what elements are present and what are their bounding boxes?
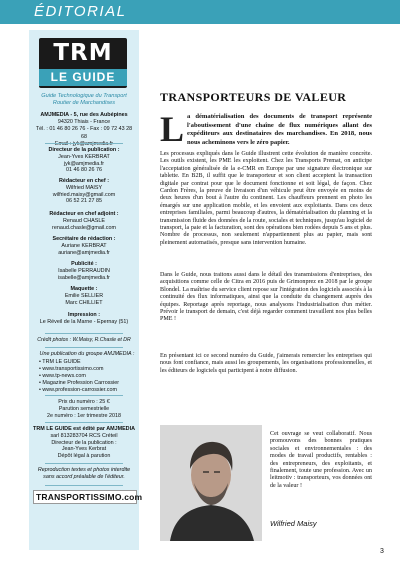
staff-line: Wilfried MAISY	[65, 184, 103, 191]
staff-block	[33, 312, 135, 326]
staff-heading: Rédacteur en chef :	[58, 178, 110, 184]
photo-credit: Crédit photos : W.Maisy, R.Chasle et DR	[37, 337, 131, 343]
divider	[45, 347, 123, 348]
legal-block	[33, 426, 135, 460]
article-paragraph: Cet ouvrage se veut collaboratif. Nous promouvons des bonnes pratiques sociales et environnementales : des modes de travail productifs, rentables : des entrepreneurs, des exploitants, et finalement, toute une profession. Avec un leitmotiv : transporteurs, vos données ont de la valeur !	[270, 431, 372, 489]
staff-line: 01 46 80 26 76	[66, 167, 102, 174]
staff-heading: Impression :	[67, 312, 101, 318]
staff-line: renaud.chasle@gmail.com	[52, 224, 116, 231]
divider	[45, 143, 123, 144]
price-line: Parution semestrielle	[58, 405, 110, 412]
price-line: 2e numéro : 1er trimestre 2018	[46, 412, 121, 419]
staff-line: wilfried.maisy@gmail.com	[52, 191, 116, 198]
staff-line: Le Réveil de la Marne - Epernay (51)	[39, 318, 129, 325]
address-line: Email : jyk@amjmedia.fr	[54, 140, 114, 147]
page-number: 3	[380, 548, 384, 555]
staff-heading: Publicité :	[71, 261, 97, 267]
divider	[45, 463, 123, 464]
legal-line: sarl 813283704 RCS Créteil	[50, 432, 118, 439]
staff-line: Auriane KERBRAT	[61, 242, 107, 249]
staff-line: auriane@amjmedia.fr	[58, 249, 110, 256]
transportissimo-logo[interactable]	[33, 490, 143, 504]
legal-line: Directeur de la publication :	[51, 439, 117, 446]
article-paragraph: En présentant ici ce second numéro du Guide, j'aimerais remercier les entreprises qui nous font confiance, mais aussi les groupements, les organisations professionnelles, et les éditeurs de logiciels qui participent à notre diffusion.	[160, 353, 372, 374]
staff-heading: Secrétaire de rédaction :	[52, 236, 116, 242]
staff-block	[33, 147, 135, 174]
divider	[45, 395, 123, 396]
reproduction-notice: Reproduction textes et photos interdite sans accord préalable de l'éditeur.	[37, 467, 131, 480]
masthead-sidebar	[29, 30, 143, 550]
group-publications	[39, 351, 135, 394]
tagline: Guide Technologique du Transport Routier de Marchandises	[41, 93, 127, 106]
staff-line: Isabelle PERRAUDIN	[58, 267, 110, 274]
address-line: AMJMEDIA - 5, rue des Aubépines	[40, 112, 128, 118]
staff-block	[33, 261, 135, 281]
group-intro: Une publication du groupe AMJMEDIA :	[39, 351, 135, 357]
staff-heading: Maquette :	[70, 286, 98, 292]
staff-line: Renaud CHASLE	[63, 217, 105, 224]
staff-block	[33, 236, 135, 256]
staff-line: Jean-Yves KERBRAT	[58, 153, 110, 160]
staff-line: Marc CHILLIET	[65, 299, 103, 306]
price-block	[33, 399, 135, 419]
divider	[45, 333, 123, 334]
section-title: ÉDITORIAL	[34, 3, 127, 20]
transportissimo-text: TRANSPORTISSIMO.com	[36, 492, 143, 502]
staff-line: jyk@amjmedia.fr	[63, 160, 105, 167]
staff-block	[33, 178, 135, 205]
group-item: • www.profession-carrossier.com	[39, 387, 117, 393]
legal-line: Dépôt légal à parution	[57, 453, 111, 460]
price-line: Prix du numéro : 25 €	[58, 399, 110, 405]
staff-heading: Directeur de la publication :	[48, 147, 120, 153]
article-headline: TRANSPORTEURS DE VALEUR	[160, 90, 347, 104]
staff-line: Emilie SELLIER	[64, 292, 104, 299]
logo-top: TRM	[53, 40, 113, 66]
article-lead	[160, 109, 372, 149]
logo-bottom: LE GUIDE	[39, 69, 127, 86]
trm-logo	[39, 38, 127, 88]
article-paragraph: Les processus expliqués dans le Guide illustrent cette évolution de manière concrète. Les outils existent, les PME les exploitent. Chez les Transports Premat, on anticipe l'acceptation généralisée de la e-CMR en Europe par une signature électronique sur tablette. En B2B, il suffit que le transporteur et son client acceptent la transaction digitale par contrat pour que le document fonctionne et soit légal, de façon. Chez Cardon Frères, la preuve de livraison d'un véhicule peut être envoyée en moins de deux heures d'un bout à l'autre du continent. Les chauffeurs prennent en photo les émargés sur une application mobile, et les envoient aux exploitants. Dans ces deux entreprises familiales, parmi beaucoup d'autres, la dématérialisation du planning et la transmission fluide des données de la route, sociales et techniques, jusqu'au logiciel de transport, la paie et la facturation, sont des opérations bien rodées depuis 5 ans et plus. Nombre de processus, non seulement n'appartiennent plus au papier, mais sont pleinement automatisés, presque sans intervention humaine.	[160, 151, 372, 246]
staff-block	[33, 211, 135, 231]
address-line: Tél. : 01 46 80 26 76 - Fax : 09 72 43 28 68	[35, 126, 133, 140]
author-photo	[160, 425, 262, 541]
staff-block	[33, 286, 135, 306]
address-line: 94320 Thiais - France	[57, 119, 111, 126]
lead-text: a dématérialisation des documents de transport représente l'aboutissement d'une chaîne de flux numériques allant des expéditeurs aux destinataires des marchandises. En 2018, nous nous acheminons vers le zéro papier.	[187, 113, 372, 146]
legal-line: Jean-Yves Kerbrat	[61, 446, 107, 453]
group-item: • www.tp-news.com	[39, 373, 86, 379]
staff-line: isabelle@amjmedia.fr	[58, 274, 110, 281]
author-portrait-icon	[160, 425, 262, 541]
legal-line: TRM LE GUIDE est édité par AMJMEDIA	[33, 426, 135, 432]
group-item: • www.transportissimo.com	[39, 366, 104, 372]
staff-line: 06 52 21 27 85	[66, 198, 102, 205]
author-signature: Wilfried Maisy	[270, 519, 317, 528]
divider	[45, 422, 123, 423]
dropcap: L	[160, 109, 185, 149]
group-item: • Magazine Profession Carrossier	[39, 380, 120, 386]
section-banner	[0, 0, 400, 24]
group-item: • TRM LE GUIDE	[39, 359, 81, 365]
divider	[45, 485, 123, 486]
staff-heading: Rédacteur en chef adjoint :	[49, 211, 119, 217]
article-paragraph: Dans le Guide, nous traitons aussi dans le détail des transmissions d'entreprises, des acquisitions comme celle de Citra en 2016 puis de Grimonprez en 2018 par le groupe Blondel. La maîtrise du service client repose sur l'intégration des logiciels associés à la continuité des flux informatiques, ainsi que la conduite du changement auprès des équipes. Reportage après reportage, nous analysons l'industrialisation d'un métier. Prévoir le transport de demain, c'est déjà regarder comment travaillent nos plus belles PME !	[160, 272, 372, 323]
